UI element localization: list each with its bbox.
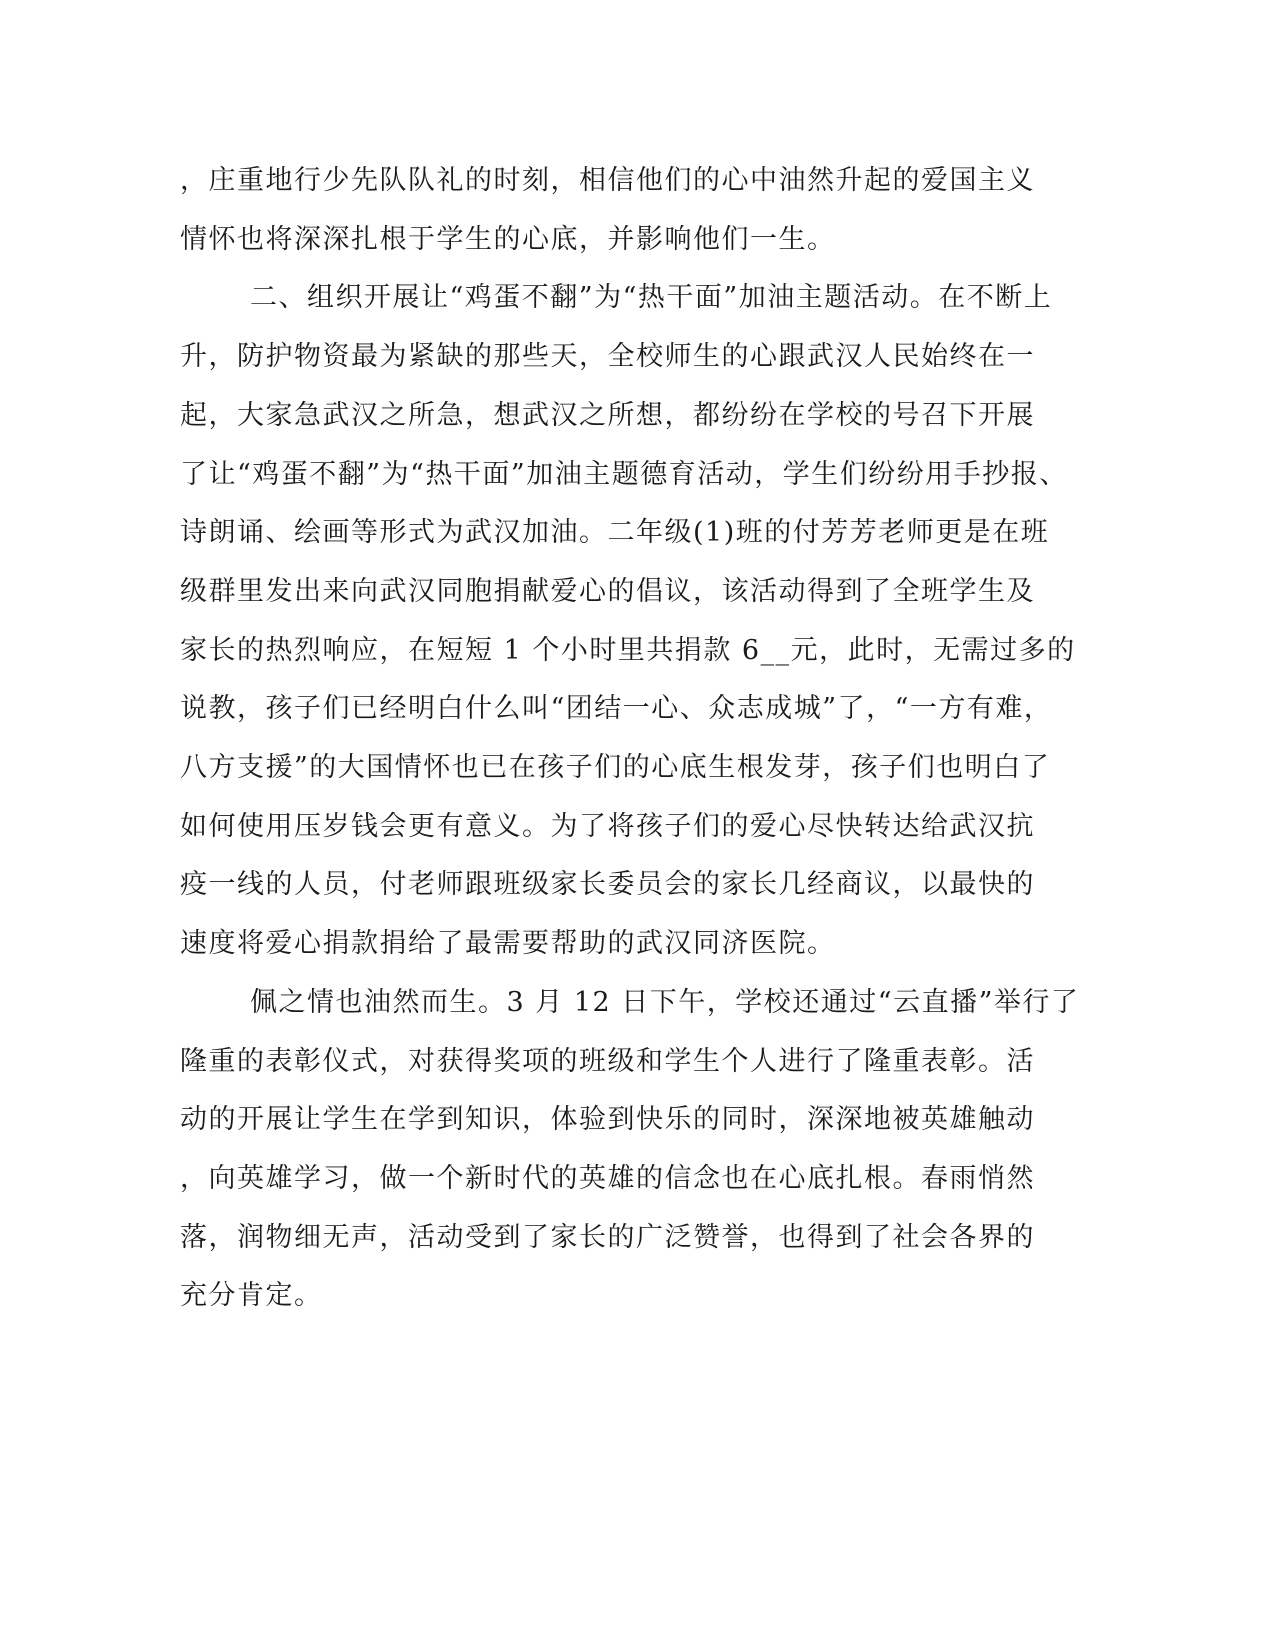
text-line: 疫一线的人员，付老师跟班级家长委员会的家长几经商议，以最快的: [180, 869, 1035, 900]
text-line: 起，大家急武汉之所急，想武汉之所想，都纷纷在学校的号召下开展: [180, 400, 1035, 431]
text-line: 如何使用压岁钱会更有意义。为了将孩子们的爱心尽快转达给武汉抗: [180, 811, 1035, 842]
text-line: ，向英雄学习，做一个新时代的英雄的信念也在心底扎根。春雨悄然: [180, 1163, 1035, 1194]
text-line: 家长的热烈响应，在短短 1 个小时里共捐款 6__元，此时，无需过多的: [180, 635, 1076, 666]
paragraph-start-line: 二、组织开展让“鸡蛋不翻”为“热干面”加油主题活动。在不断上: [250, 282, 1053, 313]
text-line: 说教，孩子们已经明白什么叫“团结一心、众志成城”了，“一方有难，: [180, 693, 1053, 724]
text-line: 级群里发出来向武汉同胞捐献爱心的倡议，该活动得到了全班学生及: [180, 576, 1035, 607]
text-line: 动的开展让学生在学到知识，体验到快乐的同时，深深地被英雄触动: [180, 1104, 1035, 1135]
text-line: ，庄重地行少先队队礼的时刻，相信他们的心中油然升起的爱国主义: [180, 165, 1035, 196]
text-line: 速度将爱心捐款捐给了最需要帮助的武汉同济医院。: [180, 928, 836, 959]
text-line: 隆重的表彰仪式，对获得奖项的班级和学生个人进行了隆重表彰。活: [180, 1046, 1035, 1077]
text-line: 八方支援”的大国情怀也已在孩子们的心底生根发芽，孩子们也明白了: [180, 752, 1051, 783]
text-line: 诗朗诵、绘画等形式为武汉加油。二年级(1)班的付芳芳老师更是在班: [180, 517, 1050, 548]
text-line: 情怀也将深深扎根于学生的心底，并影响他们一生。: [180, 224, 836, 255]
text-line: 落，润物细无声，活动受到了家长的广泛赞誉，也得到了社会各界的: [180, 1222, 1035, 1253]
paragraph-start-line: 佩之情也油然而生。3 月 12 日下午，学校还通过“云直播”举行了: [250, 987, 1080, 1018]
text-line: 充分肯定。: [180, 1280, 323, 1311]
text-line: 升，防护物资最为紧缺的那些天，全校师生的心跟武汉人民始终在一: [180, 341, 1035, 372]
text-line: 了让“鸡蛋不翻”为“热干面”加油主题德育活动，学生们纷纷用手抄报、: [180, 459, 1068, 490]
